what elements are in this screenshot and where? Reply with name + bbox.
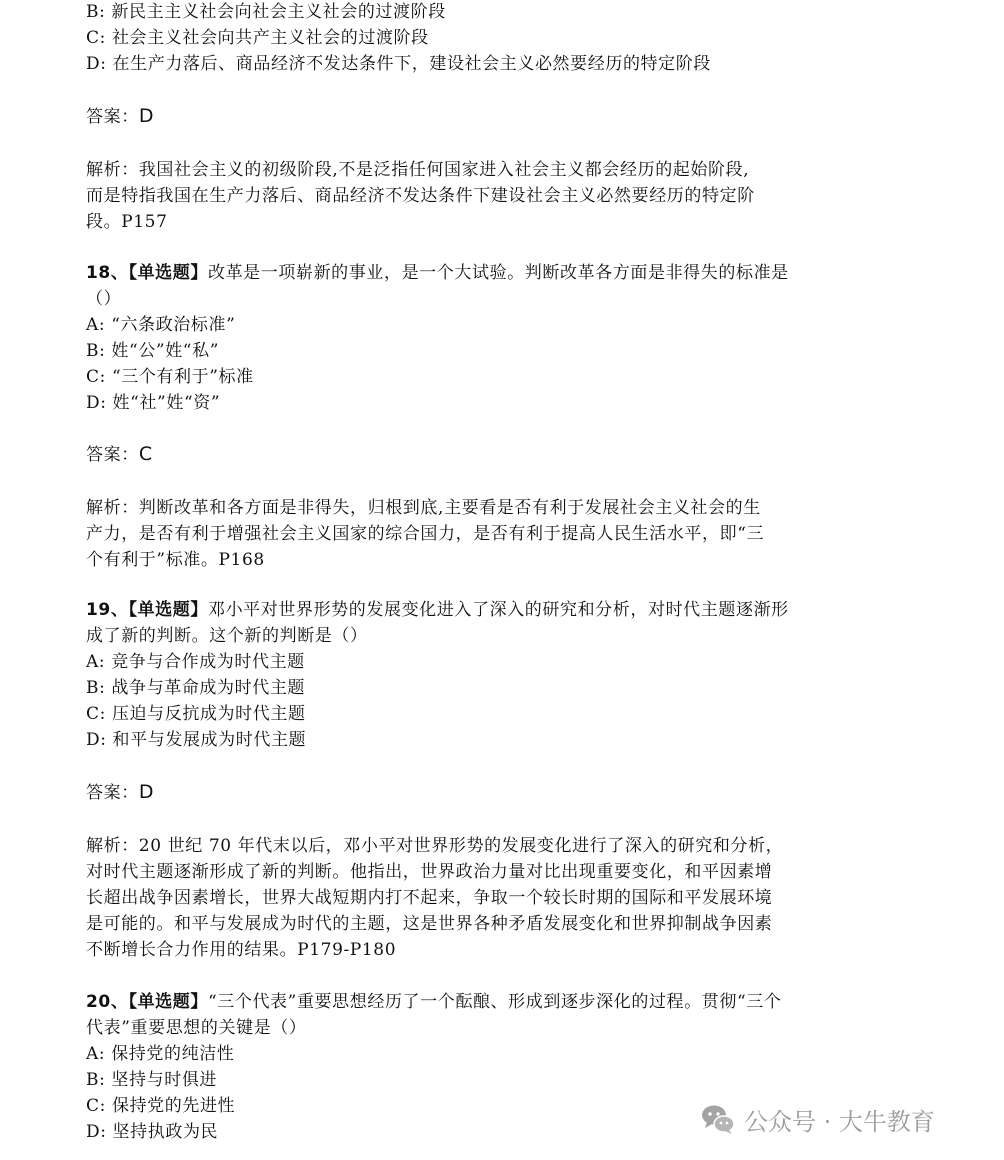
answer-label: 答案： [86,107,139,127]
q17-option-d: D: 在生产力落后、商品经济不发达条件下，建设社会主义必然要经历的特定阶段 [86,54,711,74]
watermark-text: 公众号 · 大牛教育 [744,1107,935,1136]
answer-letter: D [138,105,155,127]
q18-option-d: D: 姓“社”姓“资” [86,393,221,413]
q20-stem-cont: 代表”重要思想的关键是（） [86,1018,307,1038]
q19-option-a: A: 竞争与合作成为时代主题 [86,652,305,672]
q19-analysis-line: 解析：20 世纪 70 年代末以后，邓小平对世界形势的发展变化进行了深入的研究和分析， [86,836,784,856]
question-number: 19、 [86,600,129,620]
q18-analysis-line: 产力，是否有利于增强社会主义国家的综合国力，是否有利于提高人民生活水平，即“三 [86,524,765,544]
q19-analysis-line: 对时代主题逐渐形成了新的判断。他指出，世界政治力量对比出现重要变化，和平因素增 [86,862,773,882]
q17-option-b: B: 新民主主义社会向社会主义社会的过渡阶段 [86,2,446,22]
q17-analysis-line: 段。P157 [86,212,168,232]
q20-option-c: C: 保持党的先进性 [86,1096,236,1116]
q18-stem-cont: （） [86,289,122,309]
q19-analysis-line: 不断增长合力作用的结果。P179-P180 [86,940,397,960]
q18-analysis-line: 个有利于”标准。P168 [86,550,265,570]
q18-option-a: A: “六条政治标准” [86,315,236,335]
question-stem-text: 改革是一项崭新的事业，是一个大试验。判断改革各方面是非得失的标准是 [207,263,789,283]
question-type-tag: 【单选题】 [128,600,208,620]
q20-stem [86,990,781,1014]
q17-option-c: C: 社会主义社会向共产主义社会的过渡阶段 [86,28,429,48]
q20-option-d: D: 坚持执政为民 [86,1122,219,1142]
q20-option-a: A: 保持党的纯洁性 [86,1044,235,1064]
q17-analysis-line: 而是特指我国在生产力落后、商品经济不发达条件下建设社会主义必然要经历的特定阶 [86,186,755,206]
q18-answer [86,442,153,466]
q19-answer [86,780,154,804]
q18-option-b: B: 姓“公”姓“私” [86,341,219,361]
question-stem-text: 邓小平对世界形势的发展变化进入了深入的研究和分析，对时代主题逐渐形 [207,600,789,620]
q19-stem-cont: 成了新的判断。这个新的判断是（） [86,626,368,646]
watermark [700,1096,935,1142]
question-stem-text: “三个代表”重要思想经历了一个酝酿、形成到逐步深化的过程。贯彻“三个 [207,992,782,1012]
q19-option-b: B: 战争与革命成为时代主题 [86,678,306,698]
answer-letter: D [138,781,155,803]
q19-option-c: C: 压迫与反抗成为时代主题 [86,704,306,724]
q17-analysis-line: 解析：我国社会主义的初级阶段,不是泛指任何国家进入社会主义都会经历的起始阶段, [86,160,750,180]
q18-analysis-line: 解析：判断改革和各方面是非得失，归根到底,主要看是否有利于发展社会主义社会的生 [86,498,761,518]
answer-label: 答案： [86,783,139,803]
question-number: 20、 [86,992,129,1012]
q19-analysis-line: 长超出战争因素增长，世界大战短期内打不起来，争取一个较长时期的国际和平发展环境 [86,888,773,908]
q18-stem [86,261,789,285]
question-type-tag: 【单选题】 [128,992,208,1012]
answer-letter: C [138,443,153,465]
question-number: 18、 [86,263,129,283]
wechat-icon [700,1103,736,1135]
answer-label: 答案： [86,445,139,465]
q19-analysis-line: 是可能的。和平与发展成为时代的主题，这是世界各种矛盾发展变化和世界抑制战争因素 [86,914,773,934]
q18-option-c: C: “三个有利于”标准 [86,367,254,387]
q19-stem [86,598,789,622]
question-type-tag: 【单选题】 [128,263,208,283]
q20-option-b: B: 坚持与时俱进 [86,1070,218,1090]
q17-answer [86,104,154,128]
q19-option-d: D: 和平与发展成为时代主题 [86,730,307,750]
